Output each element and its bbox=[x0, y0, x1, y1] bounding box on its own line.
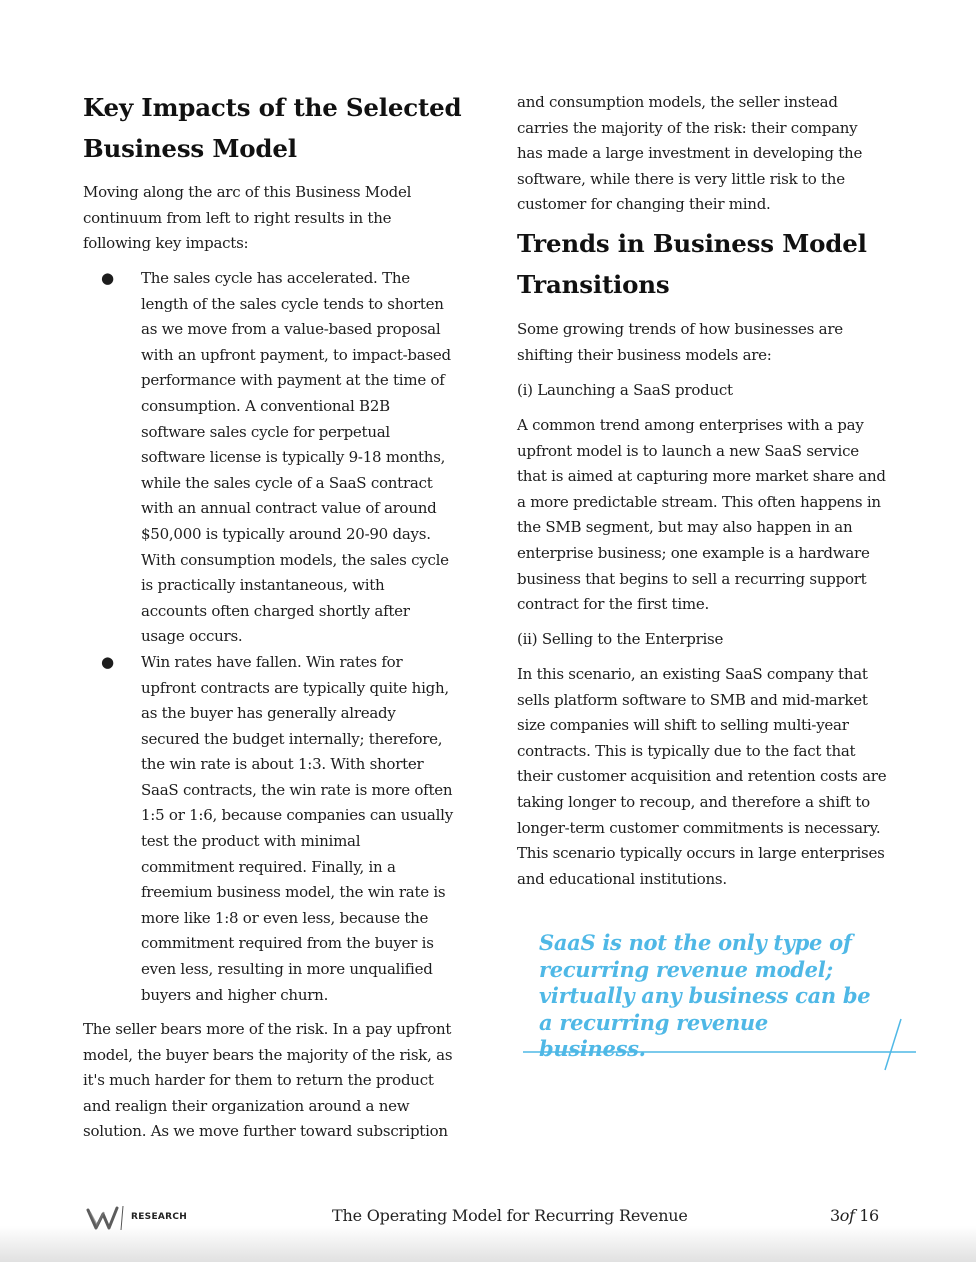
quote-underline-decoration bbox=[520, 1015, 920, 1075]
list-item-text: Win rates have fallen. Win rates for upfront contracts are typically quite high, as the buyer has generally already secured the budget internally; therefore, the win rate is about 1:3. With shorter SaaS contracts, the win rate is more often 1:5 or 1:6, because companies can usually test the product with minimal commitment required. Finally, in a freemium business model, the win rate is more like 1:8 or even less, because the commitment required from the buyer is even less, resulting in more unqualified buyers and higher churn. bbox=[141, 652, 453, 1004]
page-total: 16 bbox=[859, 1206, 879, 1225]
list-item-text: The sales cycle has accelerated. The length of the sales cycle tends to shorten as we move from a value-based proposal with an upfront payment, to impact-based performance with payment at the time of consumption. A conventional B2B software sales cycle for perpetual software license is typically 9-18 months, while the sales cycle of a SaaS contract with an annual contract value of around $50,000 is typically around 20-90 days. With consumption models, the sales cycle is practically instantaneous, with accounts often charged shortly after usage occurs. bbox=[141, 269, 451, 646]
footer-document-title: The Operating Model for Recurring Revenue bbox=[332, 1206, 688, 1225]
section-heading-key-impacts: Key Impacts of the Selected Business Model bbox=[83, 93, 462, 163]
impacts-list bbox=[83, 266, 463, 1008]
page-current: 3 bbox=[830, 1206, 840, 1225]
selling-enterprise-paragraph: In this scenario, an existing SaaS company that sells platform software to SMB and mid-market size companies will shift to selling multi-year contracts. This is typically due to the fact that their customer acquisition and retention costs are taking longer to recoup, and therefore a shift to longer-term customer commitments is necessary. This scenario typically occurs in large enterprises and educational institutions. bbox=[517, 665, 887, 888]
list-item bbox=[83, 650, 463, 1008]
page-bottom-shadow bbox=[0, 1226, 976, 1262]
section-heading-trends: Trends in Business Model Transitions bbox=[517, 229, 867, 299]
bullet-icon: ● bbox=[101, 652, 114, 671]
continuation-paragraph: and consumption models, the seller instead carries the majority of the risk: their company has made a large investment in developing the software, while there is very little risk to the customer for changing their mind. bbox=[517, 93, 863, 214]
subheading-launching-saas: (i) Launching a SaaS product bbox=[517, 381, 733, 399]
trends-intro-paragraph: Some growing trends of how businesses are shifting their business models are: bbox=[517, 320, 843, 364]
intro-paragraph: Moving along the arc of this Business Model continuum from left to right results in the following key impacts: bbox=[83, 183, 412, 253]
launching-saas-paragraph: A common trend among enterprises with a pay upfront model is to launch a new SaaS service that is aimed at capturing more market share and a more predictable stream. This often happens in the SMB segment, but may also happen in an enterprise business; one example is a hardware business that begins to sell a recurring support contract for the first time. bbox=[517, 416, 886, 614]
page-number bbox=[830, 1206, 879, 1225]
bullet-icon: ● bbox=[101, 269, 114, 287]
page-of-label: of bbox=[839, 1206, 855, 1225]
subheading-selling-enterprise: (ii) Selling to the Enterprise bbox=[517, 630, 724, 648]
risk-paragraph: The seller bears more of the risk. In a pay upfront model, the buyer bears the majority of the risk, as it's much harder for them to return the product and realign their organization around a new solution. As we move further toward subscription bbox=[83, 1020, 453, 1141]
footer-brand: RESEARCH bbox=[131, 1212, 188, 1222]
pull-quote: SaaS is not the only type of recurring revenue model; virtually any business can be a recurring revenue business. bbox=[539, 930, 871, 1061]
list-item bbox=[83, 266, 463, 650]
